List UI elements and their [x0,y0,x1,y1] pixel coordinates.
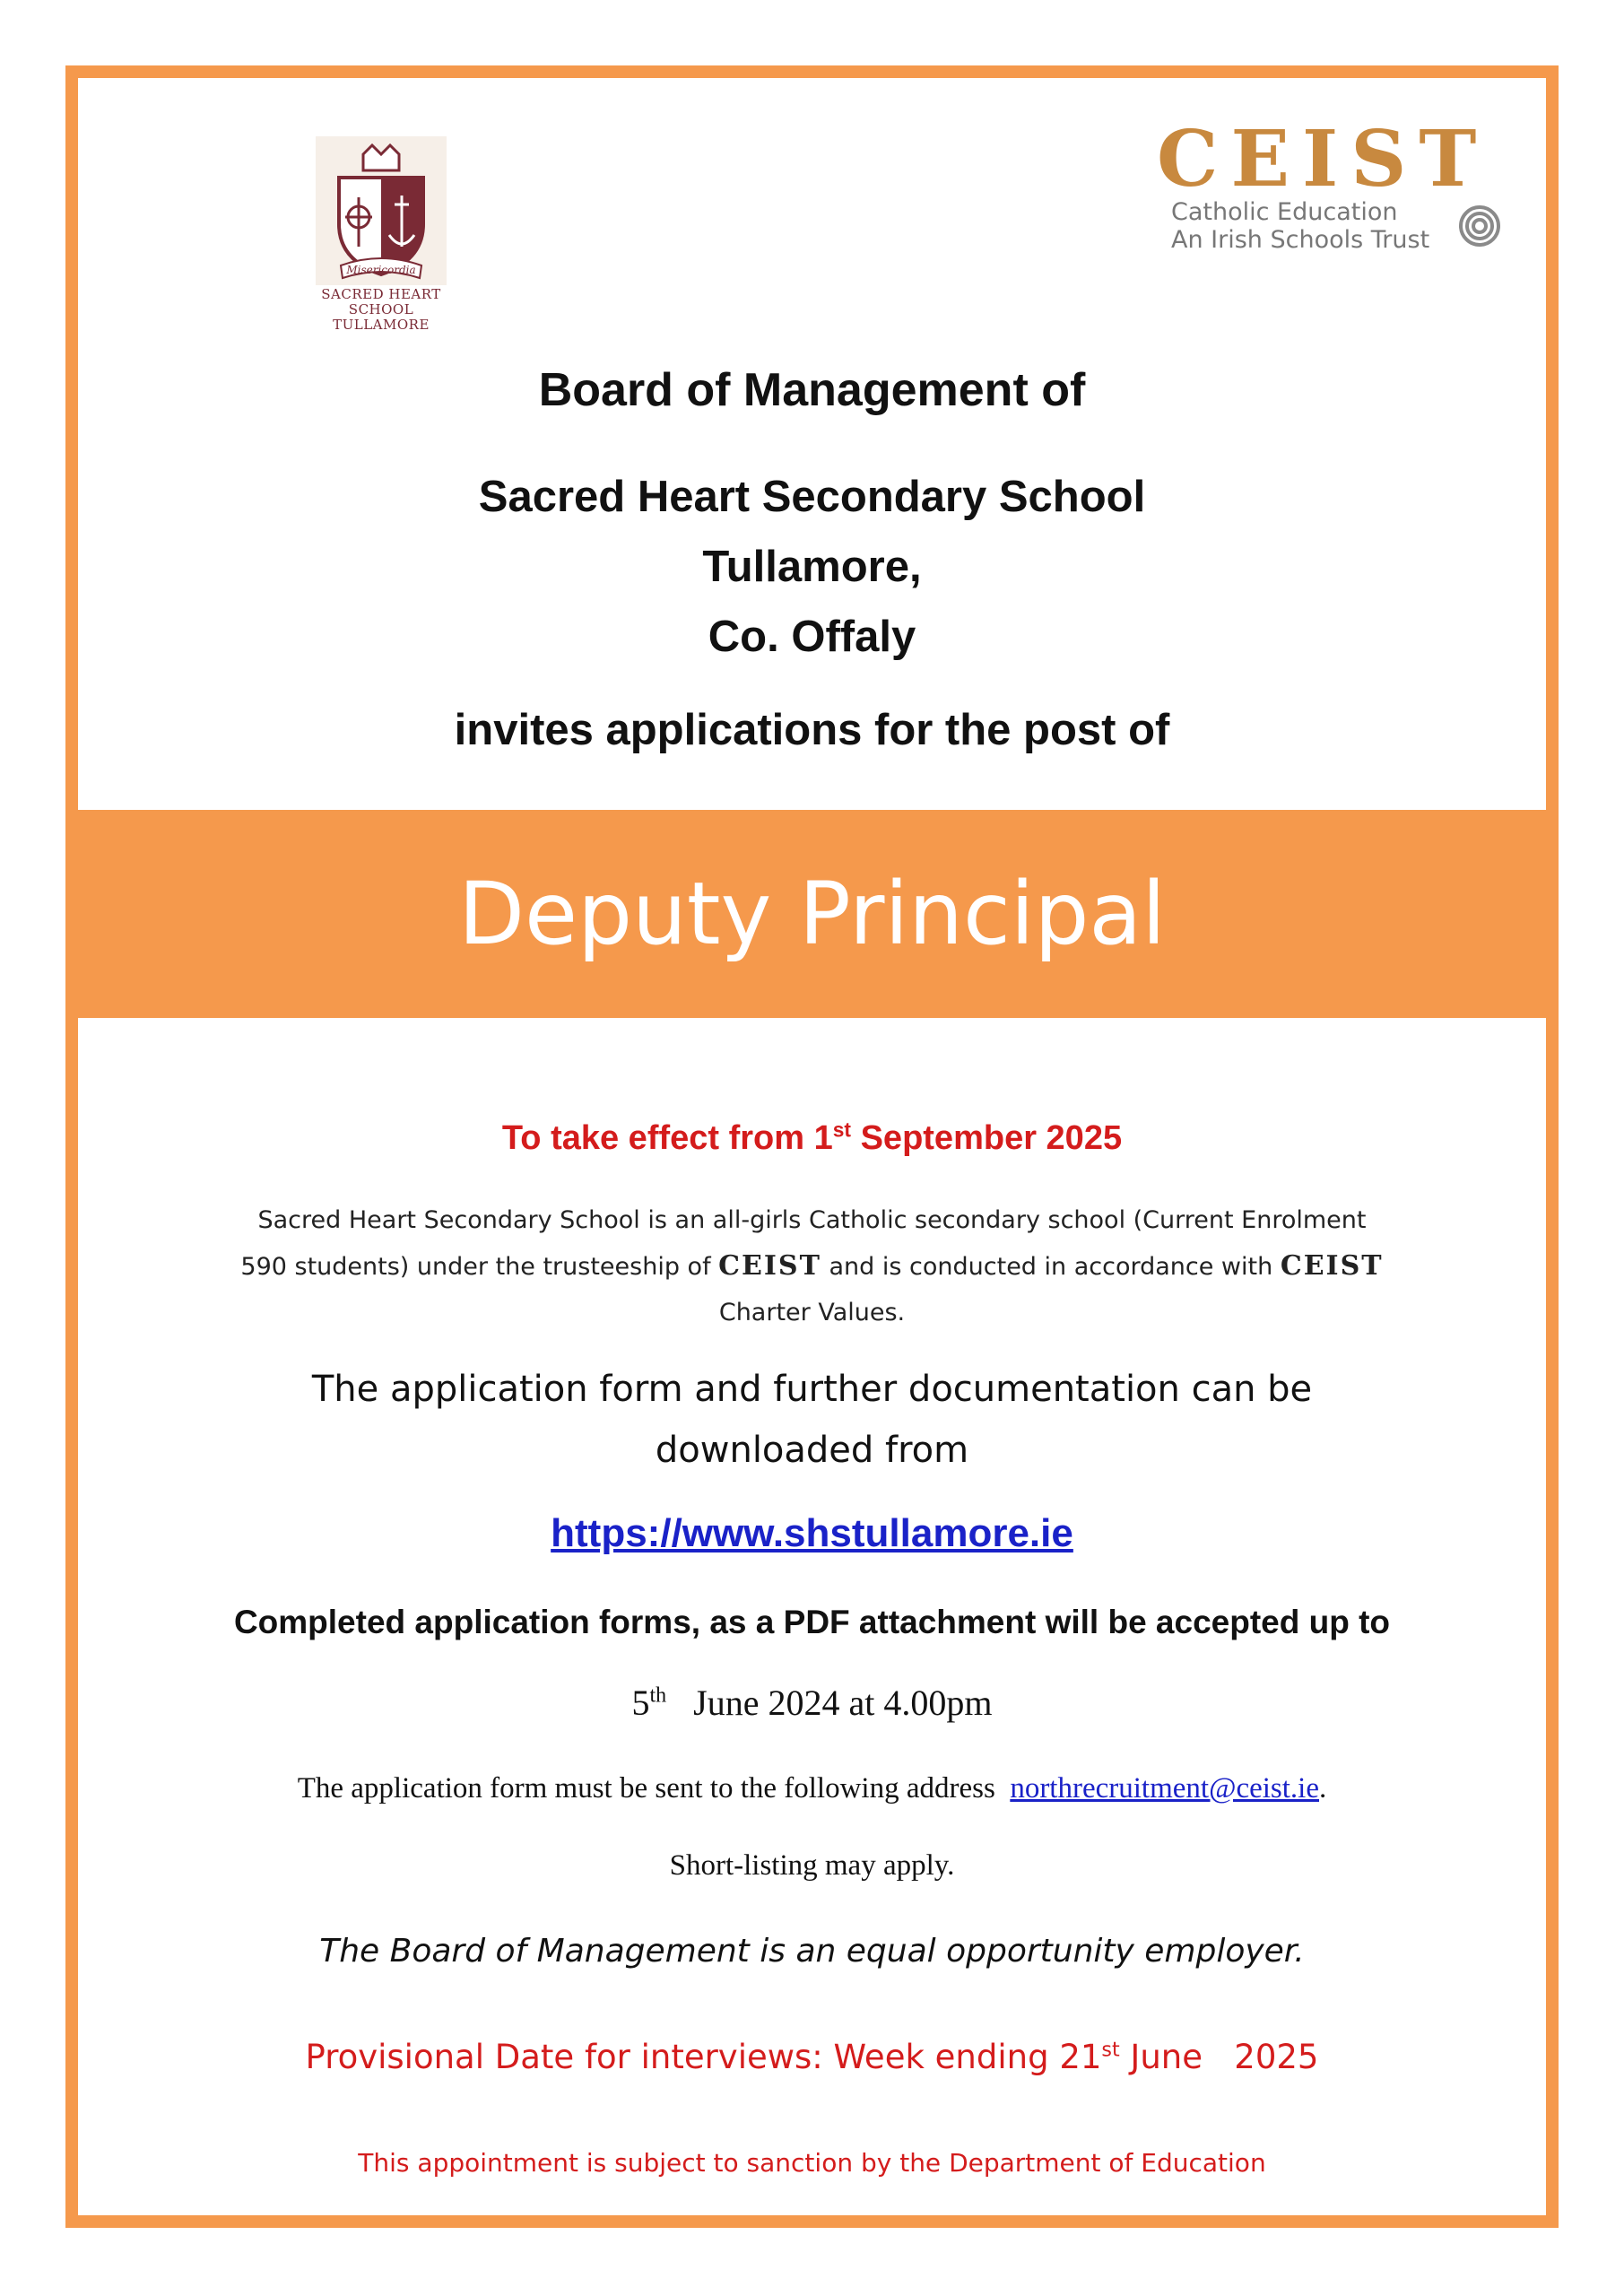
invites-heading: invites applications for the post of [454,706,1170,754]
school-crest-icon [314,135,448,287]
school-name-line2: Tullamore, [702,543,922,591]
interview-suffix: June 2025 [1119,2038,1319,2076]
deadline-text [78,1682,1546,1724]
website-link[interactable]: https://www.shstullamore.ie [551,1511,1073,1555]
download-link-row [78,1511,1546,1556]
intro-paragraph [233,1197,1391,1335]
intro-part1: Sacred Heart Secondary School is an all-girls Catholic secondary school (Current Enrolment 590 students) under the trusteeship of [240,1206,1367,1281]
ceist-logo-line2: An Irish Schools Trust [1171,226,1430,254]
interview-prefix: Provisional Date for interviews: Week ending 21 [305,2038,1102,2076]
deadline-day: 5 [631,1683,650,1723]
send-text-prefix: The application form must be sent to the following address [297,1772,1011,1805]
post-title: Deputy Principal [458,864,1166,964]
effective-date-prefix: To take effect from 1 [501,1119,833,1157]
board-heading: Board of Management of [538,364,1086,416]
school-name-line3: Co. Offaly [708,613,916,661]
school-motto: Misericordia [346,264,416,276]
ceist-logo-word: CEIST [1157,114,1489,204]
effective-date-suffix: September 2025 [851,1119,1123,1157]
send-text [78,1772,1546,1805]
deadline-sup: th [649,1683,667,1708]
ceist-logo-line1: Catholic Education [1171,198,1398,226]
intro-part2: and is conducted in accordance with [821,1253,1281,1281]
ceist-logo [1157,114,1515,265]
email-link[interactable]: northrecruitment@ceist.ie [1010,1772,1319,1805]
school-logo [291,135,471,332]
sanction-text: This appointment is subject to sanction by the Department of Education [358,2148,1266,2178]
ceist-swirl-icon [1457,204,1502,248]
effective-date [78,1119,1546,1158]
post-banner [78,810,1546,1018]
school-logo-line1: SACRED HEART SCHOOL [321,286,441,317]
school-logo-line2: TULLAMORE [333,317,430,333]
intro-part3: Charter Values. [718,1299,906,1326]
send-text-end: . [1319,1772,1327,1805]
interview-date [78,2038,1546,2076]
interview-sup: st [1101,2038,1120,2062]
shortlisting-text: Short-listing may apply. [669,1849,955,1882]
school-name-line1: Sacred Heart Secondary School [478,473,1146,521]
download-text: The application form and further documentation can be downloaded from [311,1369,1313,1471]
equal-opportunity-text: The Board of Management is an equal opportunity employer. [319,1933,1305,1970]
school-name-block [78,462,1546,672]
intro-ceist-2: CEIST [1280,1250,1384,1282]
intro-ceist-1: CEIST [718,1250,821,1282]
effective-date-sup: st [832,1118,852,1142]
accepted-text: Completed application forms, as a PDF attachment will be accepted up to [233,1604,1391,1640]
deadline-rest: June 2024 at 4.00pm [666,1683,993,1723]
